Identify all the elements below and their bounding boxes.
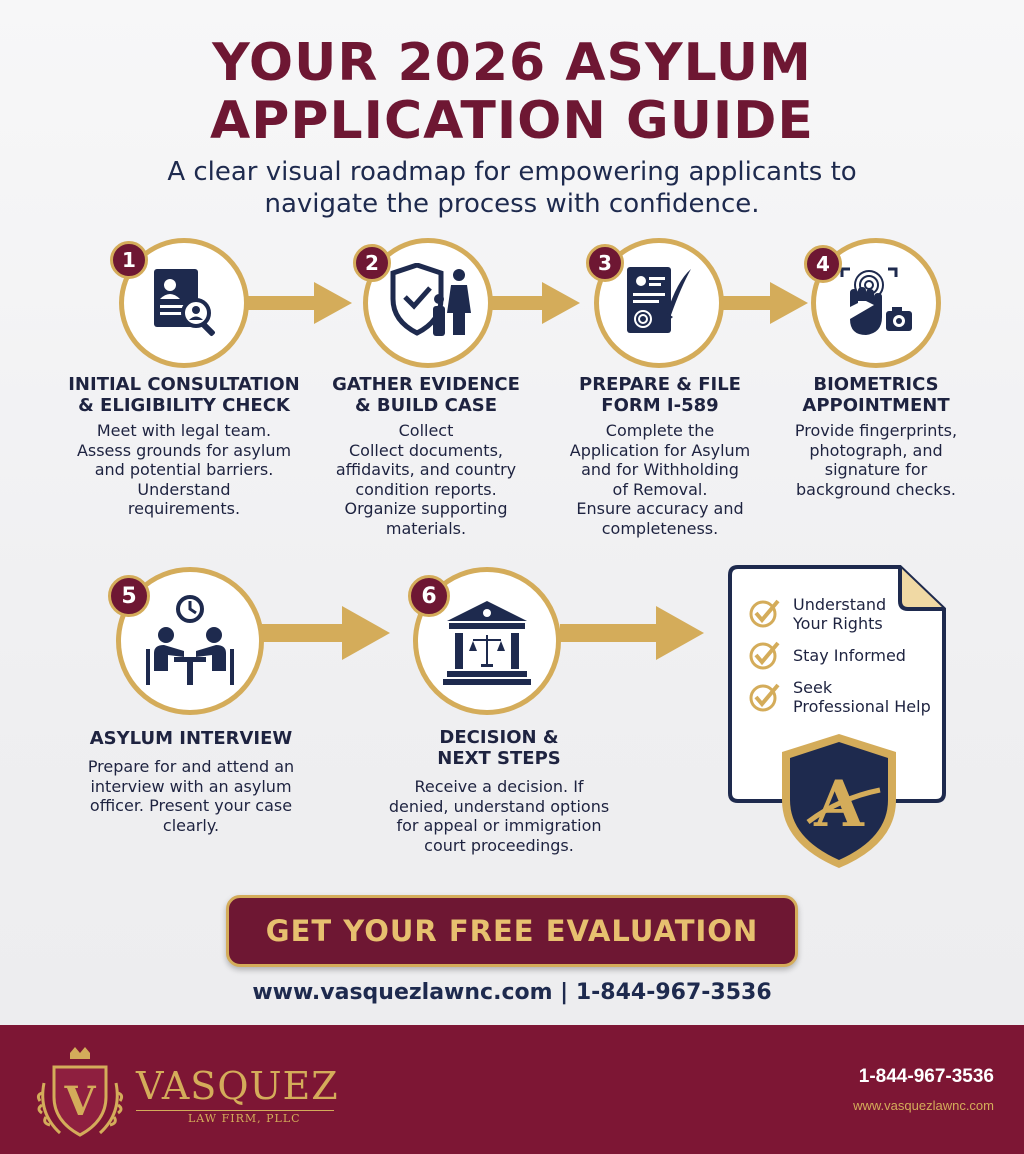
checklist-item-help: Seek Professional Help — [793, 678, 931, 716]
fingerprint-camera-icon — [836, 263, 916, 343]
step-2-title: GATHER EVIDENCE & BUILD CASE — [332, 374, 520, 416]
document-search-icon — [144, 263, 224, 343]
footer-phone[interactable]: 1-844-967-3536 — [858, 1066, 994, 1087]
checkmark-icon — [748, 680, 784, 714]
step-3-badge: 3 — [586, 244, 624, 282]
shield-letter: A — [814, 767, 864, 842]
footer-website[interactable]: www.vasquezlawnc.com — [853, 1098, 994, 1113]
free-evaluation-button[interactable]: GET YOUR FREE EVALUATION — [226, 895, 798, 967]
firm-crest-icon — [30, 1043, 130, 1143]
interview-icon — [140, 591, 240, 691]
checkmark-icon — [748, 596, 784, 630]
subtitle-line-2: navigate the process with confidence. — [264, 189, 760, 219]
step-3-description: Complete the Application for Asylum and for Withholding of Removal. Ensure accuracy and completeness. — [569, 421, 751, 538]
form-quill-icon — [619, 263, 699, 343]
step-3-title: PREPARE & FILE FORM I-589 — [579, 374, 741, 416]
step-6-title: DECISION & NEXT STEPS — [437, 727, 561, 769]
arrow-icon — [244, 280, 354, 326]
step-5-badge: 5 — [108, 575, 150, 617]
step-2-badge: 2 — [353, 244, 391, 282]
checkmark-icon — [748, 638, 784, 672]
arrow-icon — [250, 604, 392, 662]
title-line-1: YOUR 2026 ASYLUM — [212, 33, 812, 93]
step-5-description: Prepare for and attend an interview with an asylum officer. Present your case clearly. — [87, 757, 295, 835]
subtitle-line-1: A clear visual roadmap for empowering applicants to — [167, 157, 857, 187]
step-4-title: BIOMETRICS APPOINTMENT — [802, 374, 950, 416]
step-1-title: INITIAL CONSULTATION & ELIGIBILITY CHECK — [68, 374, 300, 416]
arrow-icon — [560, 604, 706, 662]
shield-family-icon — [385, 263, 471, 343]
checklist-item-informed: Stay Informed — [793, 646, 906, 665]
step-5-title: ASYLUM INTERVIEW — [89, 728, 293, 749]
step-6-description: Receive a decision. If denied, understand options for appeal or immigration court proceedings. — [388, 777, 610, 855]
step-2-description: Collect Collect documents, affidavits, and country condition reports. Organize supporting materials. — [335, 421, 517, 538]
title-line-2: APPLICATION GUIDE — [210, 91, 814, 151]
shield-logo-icon — [774, 730, 904, 872]
crest-letter: V — [64, 1078, 96, 1125]
page-subtitle — [0, 156, 1024, 220]
step-4-badge: 4 — [804, 245, 842, 283]
step-1-badge: 1 — [110, 241, 148, 279]
checklist-item-rights: Understand Your Rights — [793, 595, 887, 633]
page-title — [0, 34, 1024, 150]
courthouse-icon — [437, 591, 537, 691]
brand-subtitle: LAW FIRM, PLLC — [188, 1112, 301, 1125]
contact-line[interactable]: www.vasquezlawnc.com | 1-844-967-3536 — [252, 980, 772, 1005]
brand-name: VASQUEZ — [136, 1064, 339, 1108]
step-4-description: Provide fingerprints, photograph, and signature for background checks. — [794, 421, 958, 499]
step-6-badge: 6 — [408, 575, 450, 617]
brand-divider — [136, 1110, 334, 1111]
step-1-description: Meet with legal team. Assess grounds for asylum and potential barriers. Understand requirements. — [76, 421, 292, 518]
